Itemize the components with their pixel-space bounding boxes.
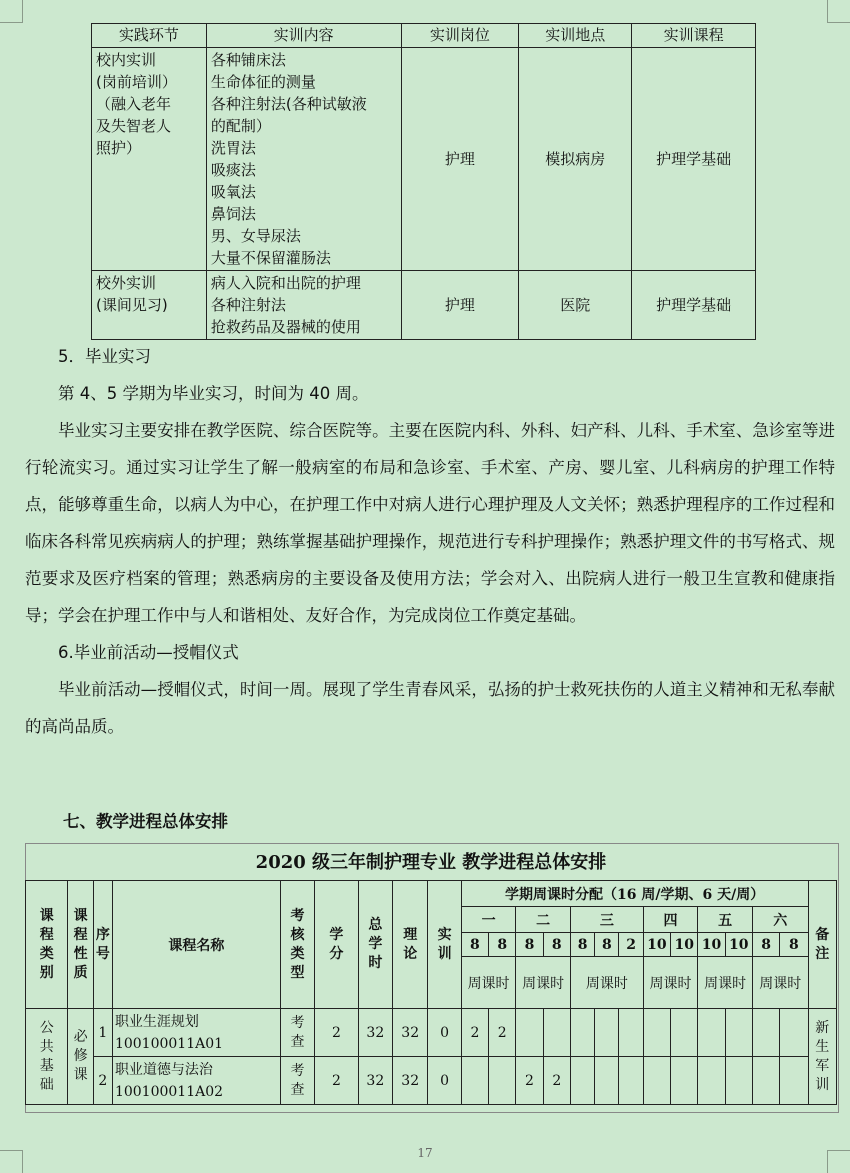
course-name: 职业道德与法治 [114,1061,213,1078]
cell-weekly-hours [671,1057,698,1105]
week-count: 10 [671,933,698,957]
cell-content: 病人入院和出院的护理 各种注射法 抢救药品及器械的使用 [206,271,401,340]
header-distribution: 学期周课时分配（16 周/学期、6 天/周） [461,881,808,907]
weekly-label: 周课时 [570,957,643,1009]
cell-weekly-hours [570,1057,594,1105]
page-number: 17 [417,1146,433,1160]
cell-stage: 校内实训 (岗前培训） （融入老年 及失智老人 照护） [92,48,207,271]
header-course: 实训课程 [632,24,756,48]
cell-exam-type: 考 查 [280,1057,314,1105]
week-count: 2 [619,933,643,957]
cell-credit: 2 [315,1009,358,1057]
practice-table [91,23,756,340]
year-1: 一 [461,907,516,933]
cell-weekly-hours: 2 [516,1057,543,1105]
crop-mark-top-left [0,0,23,23]
weekly-label: 周课时 [516,957,571,1009]
internship-description: 毕业实习主要安排在教学医院、综合医院等。主要在医院内科、外科、妇产科、儿科、手术室、急诊室等进行轮流实习。通过实习让学生了解一般病室的布局和急诊室、手术室、产房、婴儿室、儿科病房的护理工作特点，能够尊重生命，以病人为中心，在护理工作中对病人进行心理护理及人文关怀；熟悉护理程序的工作过程和临床各科常见疾病病人的护理；熟练掌握基础护理操作，规范进行专科护理操作；熟悉护理文件的书写格式、规范要求及医疗档案的管理；熟悉病房的主要设备及使用方法；学会对入、出院病人进行一般卫生宣教和健康指导；学会在护理工作中与人和谐相处、友好合作，为完成岗位工作奠定基础。 [25,421,835,625]
cell-weekly-hours [698,1057,725,1105]
cell-weekly-hours [595,1009,619,1057]
cell-practice: 0 [428,1057,461,1105]
header-category: 课 程 类 别 [26,881,68,1009]
cell-weekly-hours [570,1009,594,1057]
header-course-name: 课程名称 [112,881,280,1009]
cell-weekly-hours [516,1009,543,1057]
week-count: 8 [595,933,619,957]
capping-heading: 6.毕业前活动—授帽仪式 [58,643,239,662]
cell-content: 各种铺床法 生命体征的测量 各种注射法(各种试敏液 的配制） 洗胃法 吸痰法 吸氧法 鼻饲法 男、女导尿法 大量不保留灌肠法 [206,48,401,271]
cell-weekly-hours [671,1009,698,1057]
cell-weekly-hours: 2 [543,1057,570,1105]
week-count: 10 [725,933,752,957]
week-count: 8 [461,933,488,957]
year-2: 二 [516,907,571,933]
cell-weekly-hours [619,1057,643,1105]
cell-course: 护理学基础 [632,48,756,271]
schedule-header-row-1 [26,881,837,907]
cell-weekly-hours [752,1009,779,1057]
cell-exam-type: 考 查 [280,1009,314,1057]
cell-category: 公 共 基 础 [26,1009,68,1105]
schedule-title: 2020 级三年制护理专业 教学进程总体安排 [255,852,607,873]
year-4: 四 [643,907,698,933]
course-name: 职业生涯规划 [114,1013,199,1030]
cell-course-name [112,1057,280,1105]
section-heading-7: 七、教学进程总体安排 [63,812,228,831]
crop-mark-top-right [827,0,850,23]
cell-weekly-hours [725,1009,752,1057]
weekly-label: 周课时 [698,957,753,1009]
cell-practice: 0 [428,1009,461,1057]
internship-duration: 第 4、5 学期为毕业实习，时间为 40 周。 [58,384,369,403]
cell-weekly-hours [595,1057,619,1105]
table-row [92,271,756,340]
week-count: 10 [698,933,725,957]
header-post: 实训岗位 [401,24,519,48]
cell-course-name [112,1009,280,1057]
cell-seq: 2 [93,1057,112,1105]
header-theory: 理 论 [393,881,428,1009]
header-exam-type: 考 核 类 型 [280,881,314,1009]
cell-nature: 必 修 课 [68,1009,93,1105]
cell-total-hours: 32 [358,1009,392,1057]
cell-weekly-hours: 2 [489,1009,516,1057]
cell-weekly-hours [643,1009,670,1057]
table-row [26,1057,837,1105]
course-code: 100100011A02 [114,1083,224,1100]
cell-post: 护理 [401,48,519,271]
header-total-hours: 总 学 时 [358,881,392,1009]
cell-weekly-hours [752,1057,779,1105]
header-nature: 课 程 性 质 [68,881,93,1009]
cell-weekly-hours: 2 [461,1009,488,1057]
cell-seq: 1 [93,1009,112,1057]
cell-weekly-hours [725,1057,752,1105]
week-count: 8 [543,933,570,957]
cell-place: 医院 [519,271,632,340]
year-6: 六 [752,907,808,933]
table-row [92,48,756,271]
header-stage: 实践环节 [92,24,207,48]
week-count: 8 [489,933,516,957]
cell-stage: 校外实训 (课间见习) [92,271,207,340]
header-place: 实训地点 [519,24,632,48]
week-count: 8 [516,933,543,957]
cell-theory: 32 [393,1009,428,1057]
cell-weekly-hours [619,1009,643,1057]
weekly-label: 周课时 [461,957,516,1009]
header-content: 实训内容 [206,24,401,48]
cell-weekly-hours [461,1057,488,1105]
cell-course: 护理学基础 [632,271,756,340]
header-credit: 学 分 [315,881,358,1009]
cell-weekly-hours [543,1009,570,1057]
schedule-table [25,880,837,1105]
header-seq: 序 号 [93,881,112,1009]
cell-place: 模拟病房 [519,48,632,271]
cell-credit: 2 [315,1057,358,1105]
weekly-label: 周课时 [752,957,808,1009]
practice-table-header [92,24,756,48]
internship-section [25,338,835,745]
header-remark: 备 注 [808,881,836,1009]
year-5: 五 [698,907,753,933]
week-count: 8 [780,933,808,957]
cell-weekly-hours [780,1057,808,1105]
capping-description: 毕业前活动—授帽仪式，时间一周。展现了学生青春风采，弘扬的护士救死扶伤的人道主义精神和无私奉献的高尚品质。 [25,680,835,736]
cell-weekly-hours [698,1009,725,1057]
year-3: 三 [570,907,643,933]
internship-heading: 5．毕业实习 [58,347,151,366]
week-count: 8 [752,933,779,957]
course-code: 100100011A01 [114,1035,224,1052]
table-row [26,1009,837,1057]
cell-total-hours: 32 [358,1057,392,1105]
cell-weekly-hours [489,1057,516,1105]
cell-weekly-hours [643,1057,670,1105]
cell-theory: 32 [393,1057,428,1105]
cell-remark: 新 生 军 训 [808,1009,836,1105]
header-practice: 实 训 [428,881,461,1009]
week-count: 10 [643,933,670,957]
cell-weekly-hours [780,1009,808,1057]
week-count: 8 [570,933,594,957]
cell-post: 护理 [401,271,519,340]
weekly-label: 周课时 [643,957,698,1009]
